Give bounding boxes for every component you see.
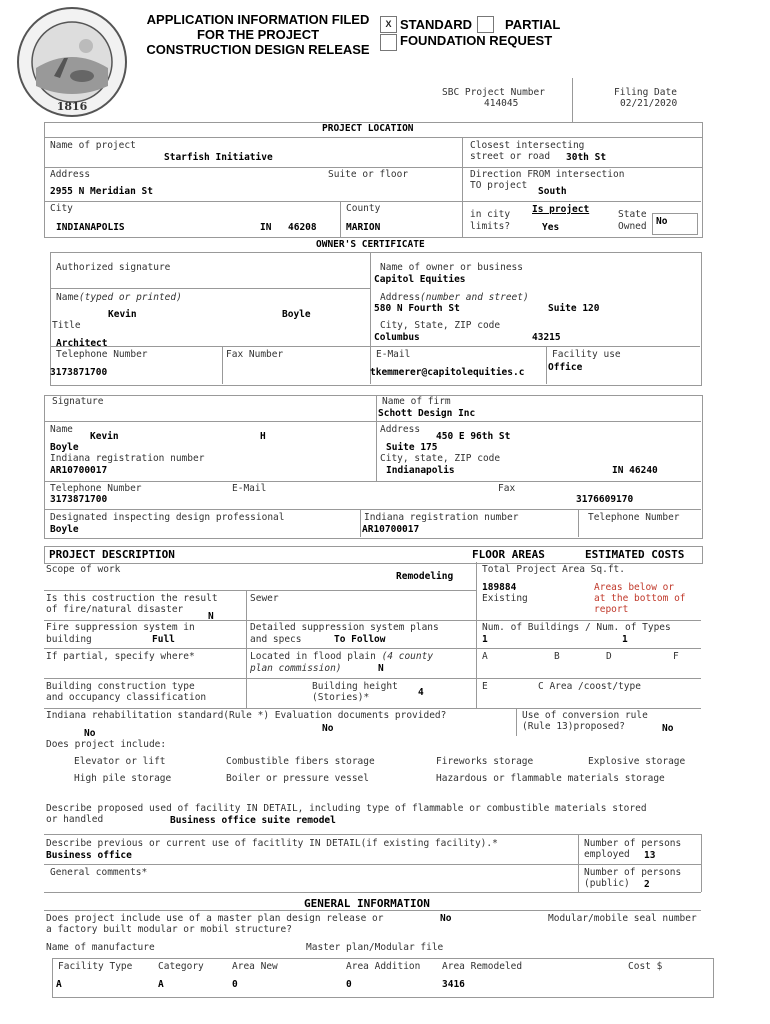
existing-label: Existing bbox=[482, 593, 528, 604]
sbc-label: SBC Project Number bbox=[442, 87, 545, 98]
construction-type-label: and occupancy classification bbox=[46, 692, 207, 703]
incity-label: limits? bbox=[470, 221, 511, 232]
col-f-label: F bbox=[673, 651, 679, 662]
owner-title-field[interactable]: Architect bbox=[56, 338, 108, 349]
flood-label: Located in flood plain (4 county bbox=[250, 651, 434, 662]
project-location-heading: PROJECT LOCATION bbox=[322, 123, 414, 134]
standard-checkbox[interactable]: X bbox=[380, 16, 397, 33]
in-city-field[interactable]: Yes bbox=[542, 222, 560, 233]
areas-note: at the bottom of bbox=[594, 593, 686, 604]
foundation-label: FOUNDATION REQUEST bbox=[400, 33, 553, 48]
project-description-heading: PROJECT DESCRIPTION bbox=[49, 548, 175, 561]
sbc-number: 414045 bbox=[484, 98, 519, 109]
owner-address-field[interactable]: 580 N Fourth St bbox=[374, 303, 460, 314]
closest-street-field[interactable]: 30th St bbox=[566, 152, 607, 163]
suite-label: Suite or floor bbox=[328, 169, 409, 180]
designer-email-label: E-Mail bbox=[232, 483, 267, 494]
plans-label: and specs bbox=[250, 634, 302, 645]
general-info-heading: GENERAL INFORMATION bbox=[304, 897, 430, 910]
table-header: Area Remodeled bbox=[442, 961, 523, 972]
table-header: Category bbox=[158, 961, 204, 972]
designer-middle-field[interactable]: H bbox=[260, 431, 266, 442]
owner-business-label: Name of owner or business bbox=[380, 262, 523, 273]
title-line: FOR THE PROJECT bbox=[196, 27, 320, 42]
designer-address-label: Address bbox=[380, 424, 421, 435]
state-owned-label: Owned bbox=[618, 221, 647, 232]
num-buildings-field[interactable]: 1 bbox=[482, 634, 488, 645]
firm-name-field[interactable]: Schott Design Inc bbox=[378, 408, 476, 419]
state-owned-field[interactable]: No bbox=[656, 216, 668, 227]
comments-label: General comments* bbox=[50, 867, 148, 878]
conversion-field[interactable]: No bbox=[662, 723, 674, 734]
table-header: Cost $ bbox=[628, 961, 663, 972]
designer-reg-label: Indiana registration number bbox=[50, 453, 205, 464]
designer-signature-label: Signature bbox=[52, 396, 104, 407]
incity-label: in city bbox=[470, 209, 511, 220]
table-cell[interactable]: A bbox=[56, 979, 62, 990]
direction-label: Direction FROM intersection bbox=[470, 169, 625, 180]
col-c-label: C Area /coost/type bbox=[538, 681, 641, 692]
plans-label: Detailed suppression system plans bbox=[250, 622, 439, 633]
flood-label: plan commission) bbox=[250, 663, 342, 674]
filing-date-label: Filing Date bbox=[614, 87, 677, 98]
title-line: APPLICATION INFORMATION FILED bbox=[146, 12, 370, 27]
proposed-use-label: or handled bbox=[46, 814, 104, 825]
modular-file-label: Master plan/Modular file bbox=[306, 942, 444, 953]
city-label: City bbox=[50, 203, 73, 214]
include-high-pile[interactable]: High pile storage bbox=[74, 773, 172, 784]
include-elevator[interactable]: Elevator or lift bbox=[74, 756, 166, 767]
filing-date: 02/21/2020 bbox=[620, 98, 678, 109]
designer-fax-field[interactable]: 3176609170 bbox=[576, 494, 634, 505]
owner-csz-label: City, State, ZIP code bbox=[380, 320, 501, 331]
owner-phone-field[interactable]: 3173871700 bbox=[50, 367, 108, 378]
foundation-checkbox[interactable] bbox=[380, 34, 397, 51]
is-project-label: Is project bbox=[532, 204, 590, 215]
num-types-field[interactable]: 1 bbox=[622, 634, 628, 645]
partial-label: PARTIAL bbox=[505, 17, 561, 32]
owner-zip-field[interactable]: 43215 bbox=[532, 332, 561, 343]
state-field[interactable]: IN bbox=[260, 222, 272, 233]
sewer-label: Sewer bbox=[250, 593, 279, 604]
inspecting-professional-label: Designated inspecting design professional bbox=[50, 512, 285, 523]
firm-name-label: Name of firm bbox=[382, 396, 451, 407]
table-header: Area New bbox=[232, 961, 278, 972]
col-a-label: A bbox=[482, 651, 488, 662]
rehab-label: Indiana rehabilitation standard(Rule *) Evaluation documents provided? bbox=[46, 710, 447, 721]
designer-reg-field[interactable]: AR10700017 bbox=[50, 465, 108, 476]
county-label: County bbox=[346, 203, 381, 214]
inspecting-professional-field[interactable]: Boyle bbox=[50, 524, 79, 535]
master-plan-field[interactable]: No bbox=[440, 913, 452, 924]
designer-last-name-field[interactable]: Boyle bbox=[50, 442, 79, 453]
table-cell[interactable]: 0 bbox=[232, 979, 238, 990]
designer-name-label: Name bbox=[50, 424, 73, 435]
areas-note: report bbox=[594, 604, 629, 615]
designer-phone-field[interactable]: 3173871700 bbox=[50, 494, 108, 505]
construction-type-label: Building construction type bbox=[46, 681, 195, 692]
title-line: CONSTRUCTION DESIGN RELEASE bbox=[146, 42, 370, 57]
fire-disaster-label: Is this costruction the result bbox=[46, 593, 218, 604]
owner-fax-label: Fax Number bbox=[226, 349, 284, 360]
conversion-label: (Rule 13)proposed? bbox=[522, 721, 625, 732]
owner-email-label: E-Mail bbox=[376, 349, 411, 360]
height-label: Building height bbox=[312, 681, 398, 692]
closest-label: street or road bbox=[470, 151, 551, 162]
city-field[interactable]: INDIANAPOLIS bbox=[56, 222, 125, 233]
rehab-field-2[interactable]: No bbox=[84, 728, 96, 739]
direction-label: TO project bbox=[470, 180, 528, 191]
owner-last-name-field[interactable]: Boyle bbox=[282, 309, 311, 320]
owner-email-field[interactable]: tkemmerer@capitolequities.c bbox=[370, 367, 525, 378]
auth-signature-label: Authorized signature bbox=[56, 262, 171, 273]
public-label: Number of persons bbox=[584, 867, 682, 878]
standard-label: STANDARD bbox=[400, 17, 472, 32]
designer-first-name-field[interactable]: Kevin bbox=[90, 431, 119, 442]
designer-address-field[interactable]: 450 E 96th St bbox=[436, 431, 511, 442]
address-field[interactable]: 2955 N Meridian St bbox=[50, 186, 153, 197]
state-owned-label: State bbox=[618, 209, 647, 220]
previous-use-field[interactable]: Business office bbox=[46, 850, 132, 861]
rehab-field[interactable]: No bbox=[322, 723, 334, 734]
inspecting-reg-field[interactable]: AR10700017 bbox=[362, 524, 420, 535]
include-label: Does project include: bbox=[46, 739, 167, 750]
designer-city-field[interactable]: Indianapolis bbox=[386, 465, 455, 476]
inspecting-phone-label: Telephone Number bbox=[588, 512, 680, 523]
seal-icon bbox=[14, 6, 130, 118]
closest-label: Closest intersecting bbox=[470, 140, 585, 151]
project-name-field[interactable]: Starfish Initiative bbox=[164, 152, 273, 163]
scope-field[interactable]: Remodeling bbox=[396, 571, 454, 582]
county-field[interactable]: MARION bbox=[346, 222, 381, 233]
owners-certificate-heading: OWNER'S CERTIFICATE bbox=[316, 239, 425, 250]
fire-disaster-label: of fire/natural disaster bbox=[46, 604, 184, 615]
direction-field[interactable]: South bbox=[538, 186, 567, 197]
table-cell[interactable]: A bbox=[158, 979, 164, 990]
partial-where-label: If partial, specify where* bbox=[46, 651, 195, 662]
master-plan-label: a factory built modular or mobil structure? bbox=[46, 924, 292, 935]
include-combustible[interactable]: Combustible fibers storage bbox=[226, 756, 375, 767]
floor-areas-heading: FLOOR AREAS bbox=[472, 548, 545, 561]
suppression-field[interactable]: Full bbox=[152, 634, 175, 645]
owner-first-name-field[interactable]: Kevin bbox=[108, 309, 137, 320]
form-title bbox=[138, 12, 378, 57]
employed-label: Number of persons bbox=[584, 838, 682, 849]
owner-address-label: Address(number and street) bbox=[380, 292, 529, 303]
col-d-label: D bbox=[606, 651, 612, 662]
scope-label: Scope of work bbox=[46, 564, 121, 575]
col-b-label: B bbox=[554, 651, 560, 662]
partial-checkbox[interactable] bbox=[477, 16, 494, 33]
num-buildings-label: Num. of Buildings / Num. of Types bbox=[482, 622, 671, 633]
conversion-label: Use of conversion rule bbox=[522, 710, 648, 721]
master-plan-label: Does project include use of a master plan design release or bbox=[46, 913, 384, 924]
table-header: Area Addition bbox=[346, 961, 421, 972]
public-label: (public) bbox=[584, 878, 630, 889]
height-field[interactable]: 4 bbox=[418, 687, 424, 698]
modular-seal-label: Modular/mobile seal number bbox=[548, 913, 697, 924]
include-hazardous[interactable]: Hazardous or flammable materials storage bbox=[436, 773, 665, 784]
include-fireworks[interactable]: Fireworks storage bbox=[436, 756, 534, 767]
state-seal bbox=[14, 6, 130, 118]
height-label: (Stories)* bbox=[312, 692, 370, 703]
include-explosive[interactable]: Explosive storage bbox=[588, 756, 686, 767]
flood-field[interactable]: N bbox=[378, 663, 384, 674]
facility-use-field[interactable]: Office bbox=[548, 362, 583, 373]
proposed-use-label: Describe proposed used of facility IN DETAIL, including type of flammable or combustible materials stored bbox=[46, 803, 647, 814]
owner-title-label: Title bbox=[52, 320, 81, 331]
include-boiler[interactable]: Boiler or pressure vessel bbox=[226, 773, 369, 784]
zip-field[interactable]: 46208 bbox=[288, 222, 317, 233]
owner-city-field[interactable]: Columbus bbox=[374, 332, 420, 343]
total-area-field[interactable]: 189884 bbox=[482, 582, 517, 593]
col-e-label: E bbox=[482, 681, 488, 692]
designer-csz-label: City, state, ZIP code bbox=[380, 453, 501, 464]
table-header: Facility Type bbox=[58, 961, 133, 972]
previous-use-label: Describe previous or current use of facitlity IN DETAIL(if existing facility).* bbox=[46, 838, 498, 849]
owner-phone-label: Telephone Number bbox=[56, 349, 148, 360]
estimated-costs-heading: ESTIMATED COSTS bbox=[585, 548, 685, 561]
designer-fax-label: Fax bbox=[498, 483, 516, 494]
designer-phone-label: Telephone Number bbox=[50, 483, 142, 494]
facility-use-label: Facility use bbox=[552, 349, 621, 360]
manufacture-label: Name of manufacture bbox=[46, 942, 155, 953]
owner-business-field[interactable]: Capitol Equities bbox=[374, 274, 466, 285]
employed-label: employed bbox=[584, 849, 630, 860]
designer-suite-field[interactable]: Suite 175 bbox=[386, 442, 438, 453]
owner-name-label: Name(typed or printed) bbox=[56, 292, 182, 303]
table-cell[interactable]: 0 bbox=[346, 979, 352, 990]
employed-field[interactable]: 13 bbox=[644, 850, 656, 861]
designer-state-zip-field[interactable]: IN 46240 bbox=[612, 465, 658, 476]
owner-suite-field[interactable]: Suite 120 bbox=[548, 303, 600, 314]
areas-note: Areas below or bbox=[594, 582, 675, 593]
proposed-use-field[interactable]: Business office suite remodel bbox=[170, 815, 336, 826]
public-field[interactable]: 2 bbox=[644, 879, 650, 890]
suppression-label: building bbox=[46, 634, 92, 645]
plans-field[interactable]: To Follow bbox=[334, 634, 386, 645]
svg-text:1816: 1816 bbox=[56, 100, 88, 113]
fire-disaster-field[interactable]: N bbox=[208, 611, 214, 622]
total-area-label: Total Project Area Sq.ft. bbox=[482, 564, 625, 575]
suppression-label: Fire suppression system in bbox=[46, 622, 195, 633]
table-cell[interactable]: 3416 bbox=[442, 979, 465, 990]
address-label: Address bbox=[50, 169, 91, 180]
project-name-label: Name of project bbox=[50, 140, 136, 151]
inspecting-reg-label: Indiana registration number bbox=[364, 512, 519, 523]
